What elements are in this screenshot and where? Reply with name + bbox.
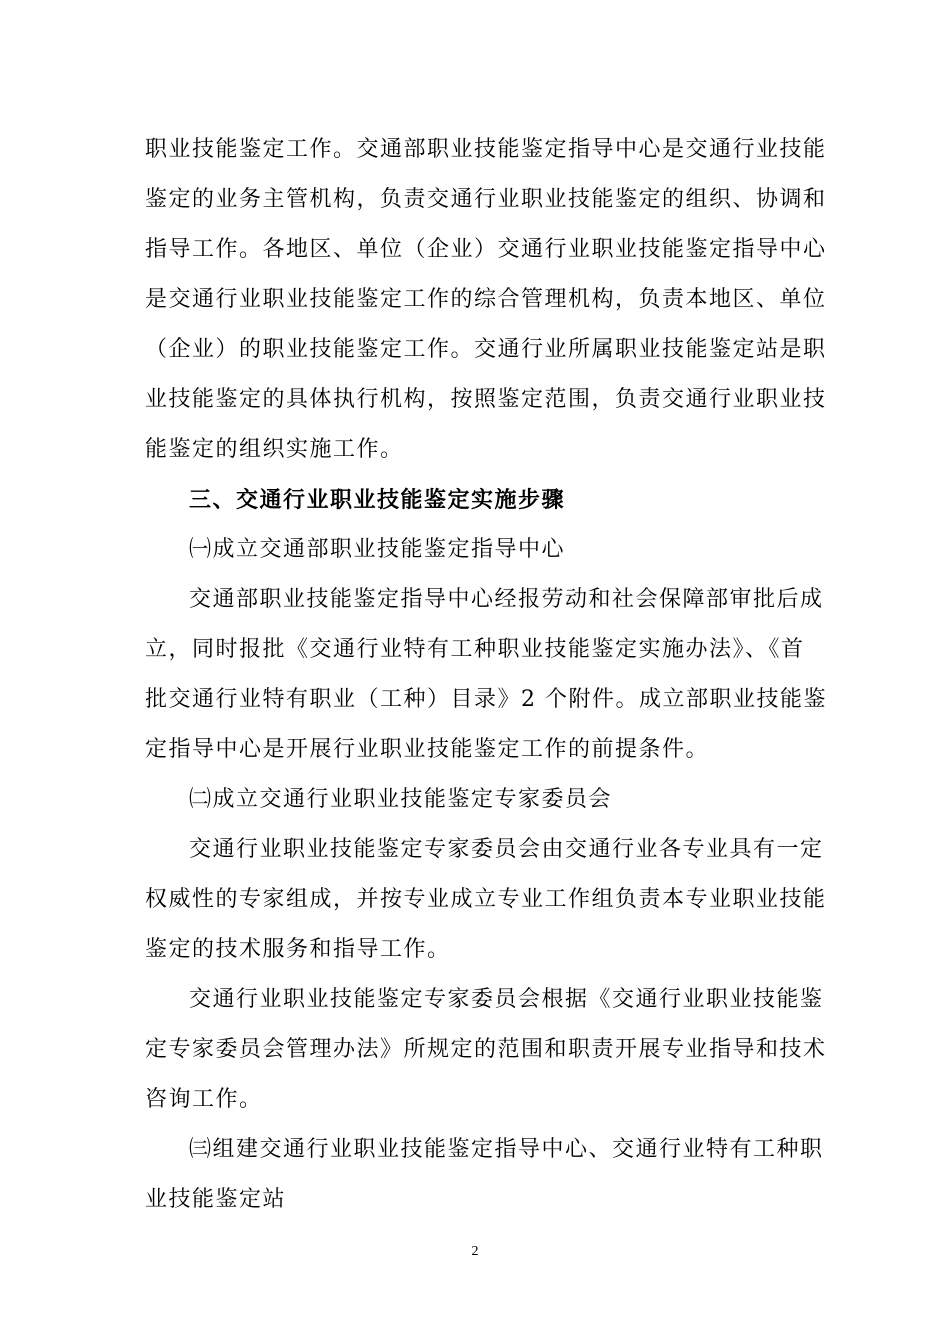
paragraph-line: 定指导中心是开展行业职业技能鉴定工作的前提条件。 bbox=[145, 737, 710, 762]
section-heading: 三、交通行业职业技能鉴定实施步骤 bbox=[189, 487, 566, 513]
paragraph-line: （企业）的职业技能鉴定工作。交通行业所属职业技能鉴定站是职 bbox=[145, 337, 827, 362]
paragraph-line: 交通行业职业技能鉴定专家委员会根据《交通行业职业技能鉴 bbox=[189, 987, 824, 1012]
paragraph-line: 是交通行业职业技能鉴定工作的综合管理机构，负责本地区、单位 bbox=[145, 287, 827, 312]
subsection-heading: ㈢组建交通行业职业技能鉴定指导中心、交通行业特有工种职 bbox=[189, 1137, 824, 1162]
paragraph-line: 能鉴定的组织实施工作。 bbox=[145, 437, 404, 462]
paragraph-line: 权威性的专家组成，并按专业成立专业工作组负责本专业职业技能 bbox=[145, 887, 827, 912]
paragraph-line: 咨询工作。 bbox=[145, 1087, 263, 1112]
paragraph-line: 指导工作。各地区、单位（企业）交通行业职业技能鉴定指导中心 bbox=[145, 237, 827, 262]
paragraph-line: 立，同时报批《交通行业特有工种职业技能鉴定实施办法》、《首 bbox=[145, 637, 805, 662]
subsection-heading: ㈡成立交通行业职业技能鉴定专家委员会 bbox=[189, 787, 613, 812]
paragraph-line: 交通行业职业技能鉴定专家委员会由交通行业各专业具有一定 bbox=[189, 837, 824, 862]
paragraph-line: 交通部职业技能鉴定指导中心经报劳动和社会保障部审批后成 bbox=[189, 587, 824, 612]
page-number: 2 bbox=[471, 1244, 479, 1259]
subsection-heading-continued: 业技能鉴定站 bbox=[145, 1187, 287, 1212]
paragraph-line: 鉴定的技术服务和指导工作。 bbox=[145, 937, 451, 962]
paragraph-line: 批交通行业特有职业（工种）目录》2 个附件。成立部职业技能鉴 bbox=[145, 687, 827, 712]
subsection-heading: ㈠成立交通部职业技能鉴定指导中心 bbox=[189, 537, 566, 562]
paragraph-line: 业技能鉴定的具体执行机构，按照鉴定范围，负责交通行业职业技 bbox=[145, 387, 827, 412]
paragraph-line: 职业技能鉴定工作。交通部职业技能鉴定指导中心是交通行业技能 bbox=[145, 137, 827, 162]
paragraph-line: 定专家委员会管理办法》所规定的范围和职责开展专业指导和技术 bbox=[145, 1037, 827, 1062]
paragraph-line: 鉴定的业务主管机构，负责交通行业职业技能鉴定的组织、协调和 bbox=[145, 187, 827, 212]
